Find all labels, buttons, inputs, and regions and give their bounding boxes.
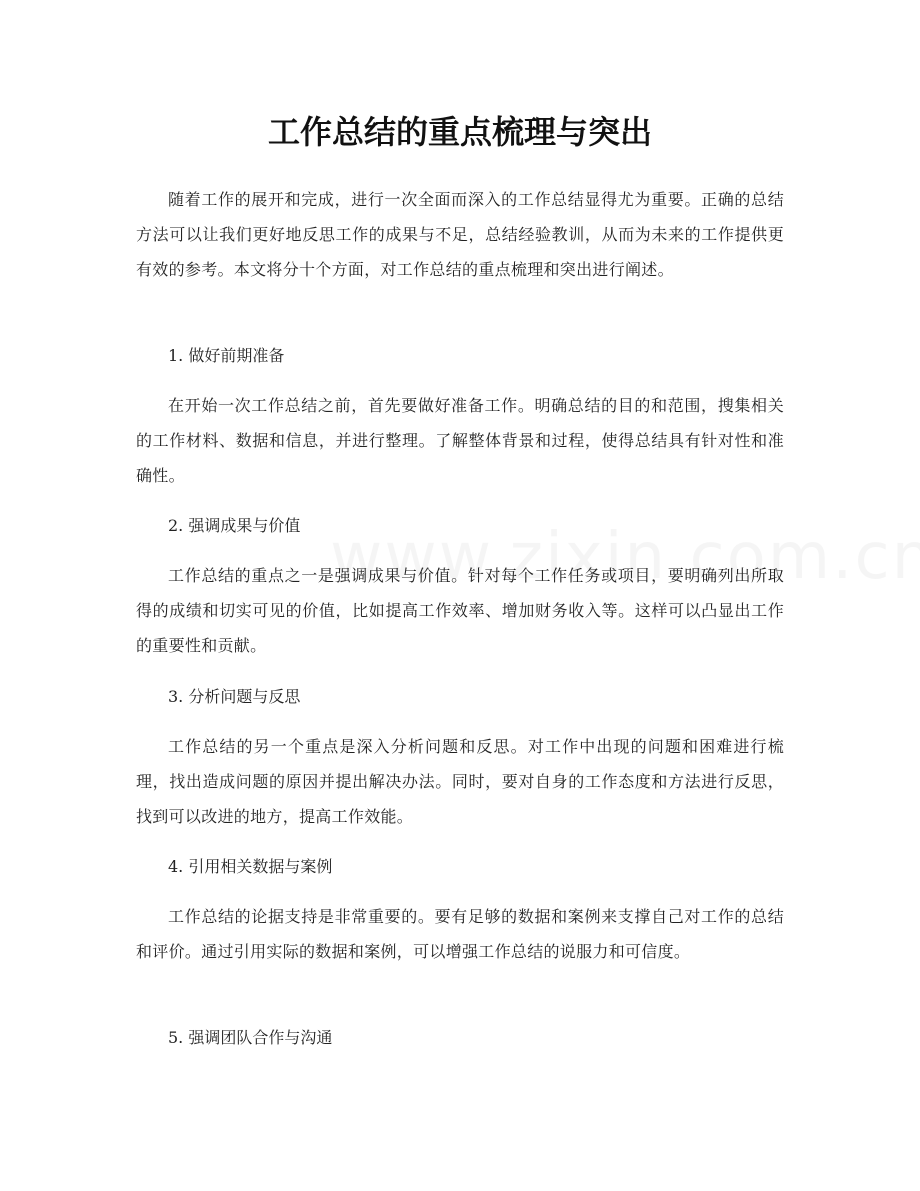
document-title: 工作总结的重点梳理与突出 xyxy=(267,113,652,151)
section-heading-3: 3. 分析问题与反思 xyxy=(168,687,301,706)
section-heading-2: 2. 强调成果与价值 xyxy=(168,516,301,535)
section-body-1: 在开始一次工作总结之前，首先要做好准备工作。明确总结的目的和范围，搜集相关的工作材料、数据和信息，并进行整理。了解整体背景和过程，使得总结具有针对性和准确性。 xyxy=(136,396,784,485)
section-heading-5: 5. 强调团队合作与沟通 xyxy=(168,1028,333,1047)
section-heading-4: 4. 引用相关数据与案例 xyxy=(168,857,333,876)
intro-paragraph: 随着工作的展开和完成，进行一次全面而深入的工作总结显得尤为重要。正确的总结方法可以让我们更好地反思工作的成果与不足，总结经验教训，从而为未来的工作提供更有效的参考。本文将分十个方面，对工作总结的重点梳理和突出进行阐述。 xyxy=(136,190,784,279)
section-body-4: 工作总结的论据支持是非常重要的。要有足够的数据和案例来支撑自己对工作的总结和评价。通过引用实际的数据和案例，可以增强工作总结的说服力和可信度。 xyxy=(136,907,784,961)
section-heading-1: 1. 做好前期准备 xyxy=(168,346,285,365)
section-body-2: 工作总结的重点之一是强调成果与价值。针对每个工作任务或项目，要明确列出所取得的成绩和切实可见的价值，比如提高工作效率、增加财务收入等。这样可以凸显出工作的重要性和贡献。 xyxy=(136,566,784,655)
section-body-3: 工作总结的另一个重点是深入分析问题和反思。对工作中出现的问题和困难进行梳理，找出造成问题的原因并提出解决办法。同时，要对自身的工作态度和方法进行反思，找到可以改进的地方，提高工作效能。 xyxy=(136,737,784,826)
